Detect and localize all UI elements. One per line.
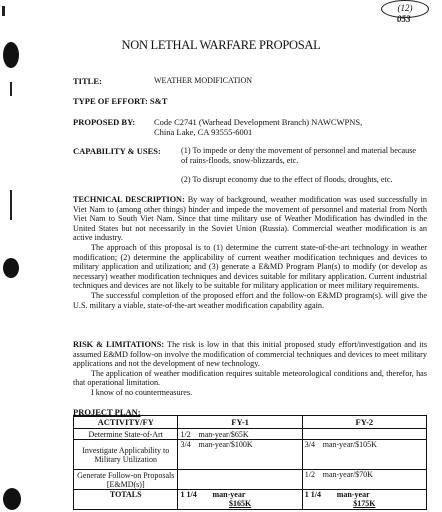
fy2-total-fraction: 1 1/4 — [304, 490, 321, 499]
fy1-cell — [178, 440, 302, 470]
fy2-value: man-year/$70K — [322, 470, 373, 479]
type-of-effort: TYPE OF EFFORT: S&T — [73, 96, 168, 106]
proposed-by-label: PROPOSED BY: — [73, 117, 136, 127]
table-header: FY-2 — [302, 416, 426, 429]
fy1-fraction: 1/2 — [180, 429, 191, 439]
table-header: ACTIVITY/FY — [74, 416, 178, 429]
fy2-fraction: 3/4 — [304, 440, 315, 449]
scan-mark — [2, 6, 5, 16]
project-plan-label: PROJECT PLAN: — [73, 407, 141, 417]
punch-hole-middle — [3, 258, 19, 278]
punch-hole-bottom — [3, 488, 21, 510]
technical-paragraph-2: The approach of this proposal is to (1) determine the current state-of-the-art technology in weather modification; (2) determine the applicability of current weather modification techniques and devices to military application and utilization; and (3) generate a E&MD Program Plan(s) to modify (or develop as necessary) weather modification techniques and devices suitable for military application. Current industrial techniques and devices are not likely to be suitable for military application or meet military requirements. — [73, 242, 427, 291]
fy2-cell — [302, 429, 426, 440]
fy2-cell — [302, 470, 426, 490]
handwritten-page-number: 053 — [397, 14, 411, 24]
activity-cell: Generate Follow-on Proposals [E&MD(s)] — [74, 470, 178, 490]
totals-label: TOTALS — [74, 490, 178, 510]
capability-label: CAPABILITY & USES: — [73, 146, 161, 156]
table-row — [74, 440, 427, 470]
fy1-total-unit: man-year — [212, 490, 246, 499]
fy2-total-unit: man-year — [336, 490, 370, 499]
scan-mark — [10, 82, 12, 96]
fy1-total-cell — [178, 490, 302, 510]
technical-paragraph-1: By way of background, weather modification was used successfully in Viet Nam to (among other things) hinder and impede the movement of personnel and material from North Viet Nam to South Viet Nam. Since that time military use of Weather Modification has dwindled in the United States but not necessarily in the Soviet Union (Russia). Commercial weather modification is an active industry. — [73, 195, 428, 243]
risk-paragraph-1: The risk is low in that this initial proposed study effort/investigation and its assumed E&MD follow-on involve the modification of commercial techniques and devices to meet military applications and not the development of new technology. — [73, 340, 427, 369]
project-plan-table — [73, 415, 427, 510]
technical-paragraph-3: The successful completion of the proposed effort and the follow-on E&MD program(s). will give the U.S. military a viable, state-of-the-art weather modification capability again. — [73, 290, 427, 310]
activity-cell: Investigate Applicability to Military Utilization — [74, 440, 178, 470]
fy2-total-cell — [302, 490, 426, 510]
table-header: FY-1 — [178, 416, 302, 429]
fy1-total-fraction: 1 1/4 — [180, 490, 197, 499]
risk-paragraph-3: I know of no countermeasures. — [91, 387, 193, 397]
activity-cell: Determine State-of-Art — [74, 429, 178, 440]
document-title: NON LETHAL WARFARE PROPOSAL — [121, 38, 321, 52]
capability-item-2: (2) To disrupt economy due to the effect of floods, droughts, etc. — [181, 175, 393, 184]
title-label: TITLE: — [73, 76, 102, 86]
risk-limitations — [73, 340, 427, 398]
title-value: WEATHER MODIFICATION — [154, 76, 252, 85]
fy1-value: man-year/$100K — [198, 440, 253, 449]
capability-item-1: (1) To impede or deny the movement of personnel and material because of rains-floods, snow-blizzards, etc. — [181, 146, 417, 165]
fy2-value: man-year/$105K — [322, 440, 377, 449]
scan-mark — [10, 190, 12, 220]
fy1-value: man-year/$65K — [198, 429, 249, 439]
handwritten-page-circle: (12) — [381, 0, 429, 18]
fy2-cell — [302, 440, 426, 470]
fy1-fraction: 3/4 — [180, 440, 191, 449]
proposed-by-line2: China Lake, CA 93555-6001 — [154, 127, 253, 137]
table-header-row — [74, 416, 427, 429]
fy1-cell — [178, 429, 302, 440]
totals-row — [74, 490, 427, 510]
fy2-total-cost: $175K — [353, 499, 376, 508]
table-row — [74, 470, 427, 490]
proposed-by-line1: Code C2741 (Warhead Development Branch) NAWCWPNS, — [154, 117, 363, 127]
risk-heading: RISK & LIMITATIONS: — [73, 340, 165, 349]
fy2-fraction: 1/2 — [304, 470, 315, 479]
fy1-total-cost: $165K — [228, 499, 252, 508]
risk-paragraph-2: The application of weather modification requires suitable meteorological conditions and, therefor, has that operational limitation. — [73, 368, 427, 388]
fy1-cell — [178, 470, 302, 490]
technical-description — [73, 195, 427, 310]
table-row — [74, 429, 427, 440]
technical-heading: TECHNICAL DESCRIPTION: — [73, 195, 185, 204]
